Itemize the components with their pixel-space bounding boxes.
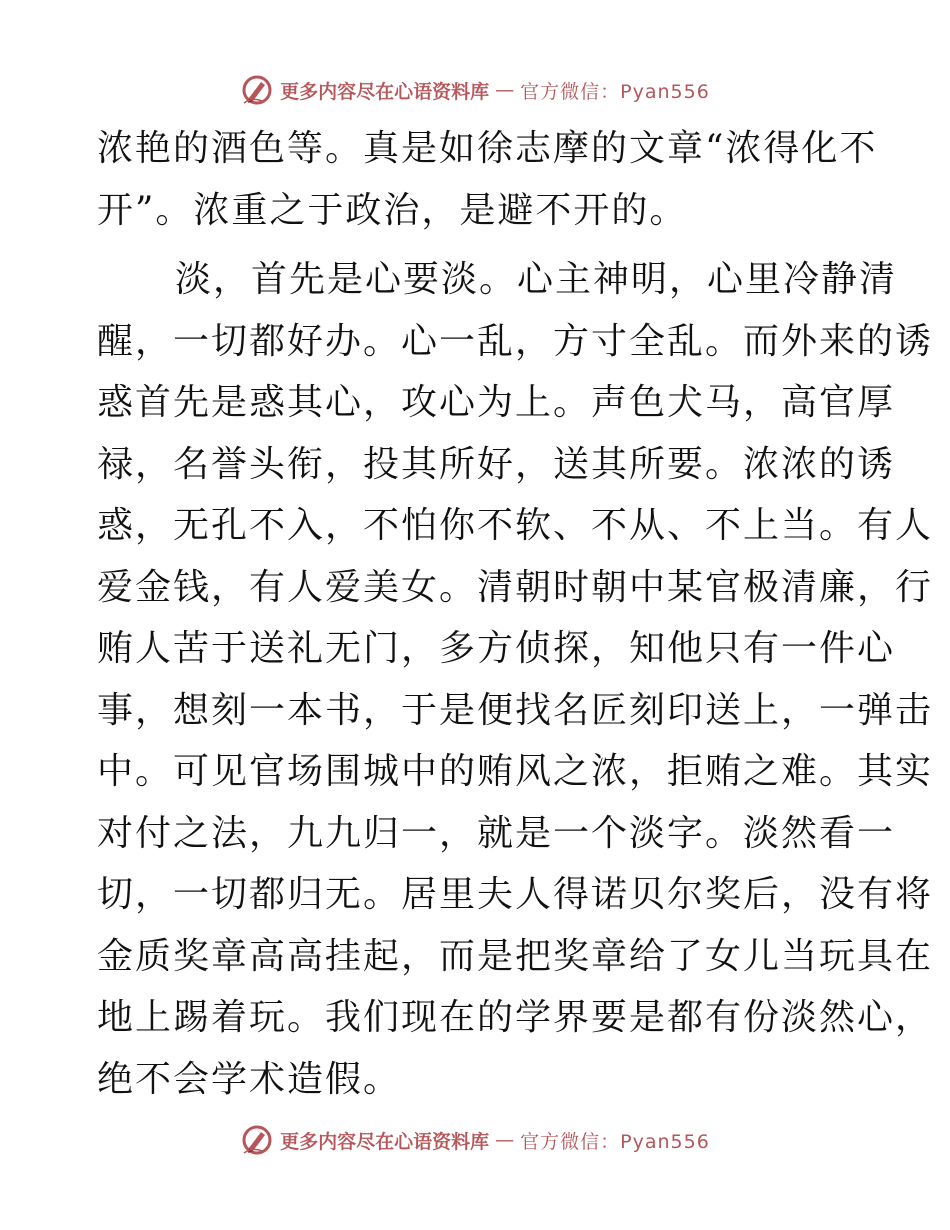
banner-title: 更多内容尽在心语资料库	[280, 80, 490, 103]
header-banner	[0, 70, 950, 110]
text-line: 绝不会学术造假。	[97, 1058, 402, 1100]
text-line: 贿人苦于送礼无门，多方侦探，知他只有一件心	[97, 628, 896, 669]
text-line: 惑首先是惑其心，攻心为上。声色犬马，高官厚	[97, 382, 896, 423]
text-line: 惑，无孔不入，不怕你不软、不从、不上当。有人	[97, 505, 934, 546]
text-line: 浓艳的酒色等。真是如徐志摩的文章“浓得化不	[97, 128, 878, 169]
pen-circle-logo-icon	[240, 73, 274, 107]
text-line: 切，一切都归无。居里夫人得诺贝尔奖后，没有将	[97, 874, 934, 915]
text-line: 对付之法，九九归一，就是一个淡字。淡然看一	[97, 812, 896, 854]
banner-title: 更多内容尽在心语资料库	[280, 1130, 490, 1153]
text-line: 醒，一切都好办。心一乱，方寸全乱。而外来的诱	[97, 320, 934, 362]
text-line: 事，想刻一本书，于是便找名匠刻印送上，一弹击	[97, 689, 934, 731]
text-line: 金质奖章高高挂起，而是把奖章给了女儿当玩具在	[97, 935, 934, 977]
text-line: 淡，首先是心要淡。心主神明，心里冷静清	[175, 259, 898, 300]
text-line: 禄，名誉头衔，投其所好，送其所要。浓浓的诱	[97, 443, 896, 485]
paragraph-2	[97, 249, 934, 1110]
paragraph-1	[97, 118, 878, 241]
banner-separator: —	[495, 79, 515, 101]
footer-banner	[0, 1120, 950, 1160]
banner-wechat: 官方微信：Pyan556	[520, 1130, 710, 1153]
text-line: 地上踢着玩。我们现在的学界要是都有份淡然心，	[97, 997, 934, 1038]
text-line: 爱金钱，有人爱美女。清朝时朝中某官极清廉，行	[97, 566, 934, 608]
pen-circle-logo-icon	[240, 1123, 274, 1157]
banner-separator: —	[495, 1129, 515, 1151]
text-line: 中。可见官场围城中的贿风之浓，拒贿之难。其实	[97, 751, 934, 792]
text-line: 开”。浓重之于政治，是避不开的。	[97, 189, 688, 231]
banner-wechat: 官方微信：Pyan556	[520, 80, 710, 103]
